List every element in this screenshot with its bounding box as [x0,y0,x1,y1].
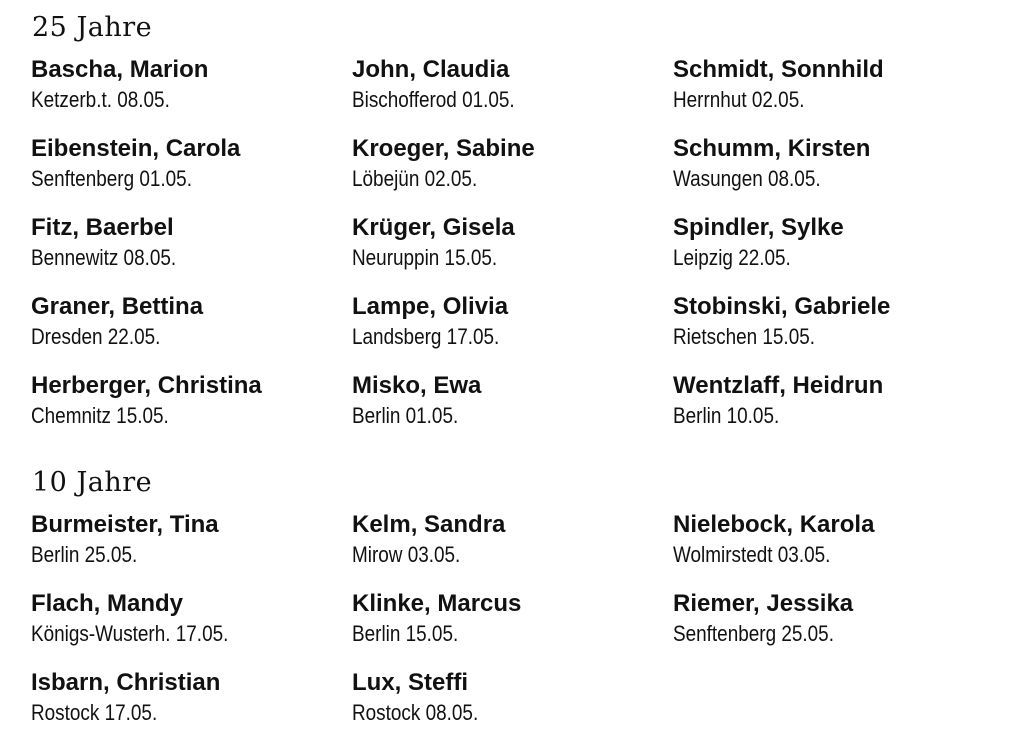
place-date: Wolmirstedt 03.05. [673,542,831,567]
person-name: Wentzlaff, Heidrun [673,372,884,399]
place-date: Bennewitz 08.05. [31,245,177,270]
person-name: Eibenstein, Carola [31,135,241,162]
place-date: Landsberg 17.05. [352,324,500,349]
list-item [352,134,673,213]
person-name: Misko, Ewa [352,372,482,399]
person-name: Flach, Mandy [31,590,184,617]
person-name: Herberger, Christina [31,372,262,399]
person-name: Schmidt, Sonnhild [673,56,884,83]
person-name: Nielebock, Karola [673,511,875,538]
place-date: Berlin 01.05. [352,403,459,428]
person-name: Isbarn, Christian [31,669,221,696]
person-name: Klinke, Marcus [352,590,522,617]
section-title: 10 Jahre [32,467,153,498]
person-name: Spindler, Sylke [673,214,844,241]
place-date: Neuruppin 15.05. [352,245,498,270]
person-name: Schumm, Kirsten [673,135,871,162]
section-title: 25 Jahre [32,12,153,43]
list-item [31,292,352,371]
place-date: Senftenberg 25.05. [673,621,834,646]
place-date: Berlin 15.05. [352,621,459,646]
person-name: Lampe, Olivia [352,293,509,320]
person-name: Riemer, Jessika [673,590,854,617]
list-item [352,213,673,292]
list-item [352,292,673,371]
list-item [31,510,352,589]
person-name: Stobinski, Gabriele [673,293,891,320]
place-date: Herrnhut 02.05. [673,87,805,112]
place-date: Löbejün 02.05. [352,166,478,191]
place-date: Leipzig 22.05. [673,245,791,270]
place-date: Mirow 03.05. [352,542,461,567]
person-name: Lux, Steffi [352,669,469,696]
list-item [673,589,994,668]
list-item [352,510,673,589]
place-date: Berlin 10.05. [673,403,780,428]
person-name: Kroeger, Sabine [352,135,535,162]
place-date: Senftenberg 01.05. [31,166,192,191]
place-date: Ketzerb.t. 08.05. [31,87,170,112]
place-date: Chemnitz 15.05. [31,403,169,428]
place-date: Königs-Wusterh. 17.05. [31,621,229,646]
place-date: Bischofferod 01.05. [352,87,515,112]
place-date: Wasungen 08.05. [673,166,821,191]
anniversary-list [0,510,1012,747]
list-item [31,55,352,134]
list-item [31,668,352,747]
list-item [31,213,352,292]
list-item [673,510,994,589]
place-date: Dresden 22.05. [31,324,161,349]
place-date: Berlin 25.05. [31,542,138,567]
person-name: Burmeister, Tina [31,511,219,538]
person-name: Fitz, Baerbel [31,214,174,241]
place-date: Rietschen 15.05. [673,324,815,349]
list-item [352,371,673,450]
person-name: Krüger, Gisela [352,214,515,241]
list-item [31,371,352,450]
list-item-empty [673,668,994,747]
anniversary-list [0,55,1012,450]
person-name: John, Claudia [352,56,510,83]
person-name: Bascha, Marion [31,56,209,83]
list-item [352,589,673,668]
place-date: Rostock 17.05. [31,700,158,725]
list-item [31,589,352,668]
list-item [31,134,352,213]
person-name: Graner, Bettina [31,293,204,320]
list-item [673,134,994,213]
list-item [673,371,994,450]
list-item [673,213,994,292]
list-item [673,55,994,134]
list-item [352,55,673,134]
list-item [673,292,994,371]
place-date: Rostock 08.05. [352,700,479,725]
person-name: Kelm, Sandra [352,511,506,538]
list-item [352,668,673,747]
